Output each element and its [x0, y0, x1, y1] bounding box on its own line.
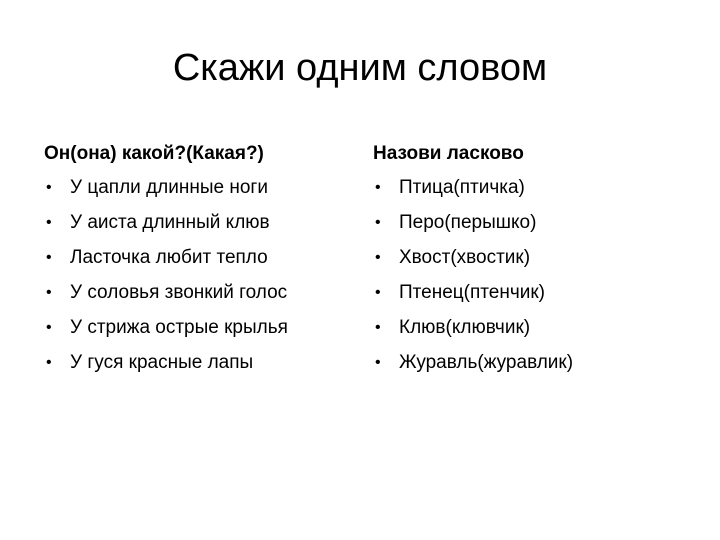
right-column-list	[373, 174, 693, 384]
left-column-list	[44, 174, 364, 384]
list-item	[373, 279, 693, 314]
list-item-text: Клюв(клювчик)	[399, 317, 531, 338]
bullet-icon: •	[375, 284, 381, 301]
list-item	[373, 209, 693, 244]
list-item	[44, 174, 364, 209]
list-item	[44, 244, 364, 279]
list-item	[373, 314, 693, 349]
left-column	[44, 140, 364, 384]
bullet-icon: •	[375, 354, 381, 371]
list-item-text: Перо(перышко)	[399, 212, 537, 233]
bullet-icon: •	[46, 284, 52, 301]
list-item-text: Птенец(птенчик)	[399, 282, 545, 303]
list-item-text: У стрижа острые крылья	[70, 317, 288, 338]
list-item-text: Журавль(журавлик)	[399, 352, 574, 373]
list-item	[373, 349, 693, 384]
right-column	[373, 140, 693, 384]
list-item	[44, 279, 364, 314]
bullet-icon: •	[46, 214, 52, 231]
list-item-text: У гуся красные лапы	[70, 352, 254, 373]
bullet-icon: •	[375, 214, 381, 231]
list-item-text: У соловья звонкий голос	[70, 282, 288, 303]
bullet-icon: •	[46, 354, 52, 371]
right-column-heading: Назови ласково	[373, 143, 524, 164]
left-column-heading: Он(она) какой?(Какая?)	[44, 143, 264, 164]
slide-title: Скажи одним словом	[172, 47, 548, 89]
list-item	[373, 244, 693, 279]
list-item	[373, 174, 693, 209]
list-item-text: Птица(птичка)	[399, 177, 525, 198]
bullet-icon: •	[375, 319, 381, 336]
bullet-icon: •	[375, 249, 381, 266]
list-item-text: У цапли длинные ноги	[70, 177, 268, 198]
list-item	[44, 209, 364, 244]
bullet-icon: •	[46, 179, 52, 196]
bullet-icon: •	[46, 319, 52, 336]
list-item-text: У аиста длинный клюв	[70, 212, 270, 233]
list-item-text: Хвост(хвостик)	[399, 247, 531, 268]
list-item-text: Ласточка любит тепло	[70, 247, 268, 268]
bullet-icon: •	[375, 179, 381, 196]
list-item	[44, 349, 364, 384]
list-item	[44, 314, 364, 349]
bullet-icon: •	[46, 249, 52, 266]
